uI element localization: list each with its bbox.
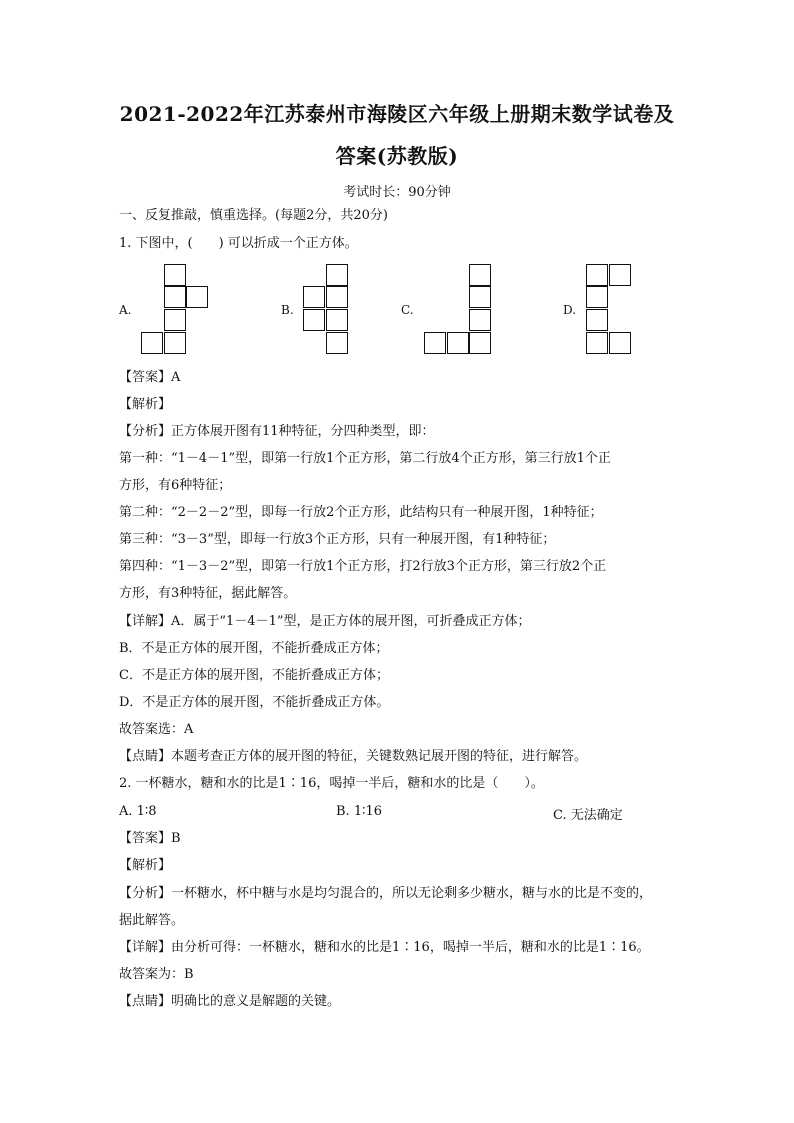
option-b-label: B. [281,303,294,317]
document-title-line1: 2021-2022年江苏泰州市海陵区六年级上册期末数学试卷及 [119,102,675,126]
section-heading: 一、反复推敲，慎重选择。(每题2分，共20分) [119,208,388,223]
q1-analysis-line: 【分析】正方体展开图有11种特征，分四种类型，即： [119,424,435,439]
question-2-stem: 2. 一杯糖水，糖和水的比是1∶16，喝掉一半后，糖和水的比是（ ）。 [119,776,544,791]
q1-answer: 【答案】A [119,370,181,385]
option-a-label: A. [119,303,132,317]
q1-analysis-line: 第一种：“1－4－1”型，即第一行放1个正方形，第二行放4个正方形，第三行放1个正 [119,451,611,466]
q1-detail-line: C．不是正方体的展开图，不能折叠成正方体； [119,668,389,683]
q2-comment: 【点睛】明确比的意义是解题的关键。 [119,994,341,1009]
exam-duration: 考试时长：90分钟 [343,185,451,200]
option-c-label: C. [401,303,414,317]
q2-detail-line: 【详解】由分析可得：一杯糖水，糖和水的比是1∶16，喝掉一半后，糖和水的比是1∶16。 [119,940,650,955]
q1-detail-line: D．不是正方体的展开图，不能折叠成正方体。 [119,695,390,710]
q2-final-answer: 故答案为：B [119,967,194,982]
q1-detail-line: B．不是正方体的展开图，不能折叠成正方体； [119,641,389,656]
q2-analysis-line: 据此解答。 [119,913,185,928]
q2-option-a: A. 1∶8 [119,804,157,819]
q1-analysis-line: 第四种：“1－3－2”型，即第一行放1个正方形，打2行放3个正方形，第三行放2个正 [119,559,607,574]
question-1-stem: 1. 下图中，( ) 可以折成一个正方体。 [119,236,358,251]
q1-analysis-line: 第三种：“3－3”型，即每一行放3个正方形，只有一种展开图，有1种特征； [119,532,556,547]
q2-analysis-line: 【分析】一杯糖水，杯中糖与水是均匀混合的，所以无论剩多少糖水，糖与水的比是不变的， [119,886,653,901]
q2-option-c: C. 无法确定 [553,808,623,823]
q2-analysis-heading: 【解析】 [119,858,172,873]
q1-analysis-heading: 【解析】 [119,397,172,412]
q2-option-b: B. 1∶16 [336,804,383,819]
q1-comment: 【点睛】本题考查正方体的展开图的特征，关键数熟记展开图的特征，进行解答。 [119,749,588,764]
q1-final-answer: 故答案选：A [119,722,194,737]
q1-detail-line: 【详解】A．属于“1－4－1”型，是正方体的展开图，可折叠成正方体； [119,614,531,629]
q2-answer: 【答案】B [119,831,181,846]
q1-analysis-line: 第二种：“2－2－2”型，即每一行放2个正方形，此结构只有一种展开图，1种特征； [119,505,603,520]
q1-analysis-line: 方形，有3种特征，据此解答。 [119,586,297,601]
document-title-line2: 答案(苏教版) [335,144,459,168]
option-d-label: D. [563,303,577,317]
q1-analysis-line: 方形，有6种特征； [119,478,232,493]
